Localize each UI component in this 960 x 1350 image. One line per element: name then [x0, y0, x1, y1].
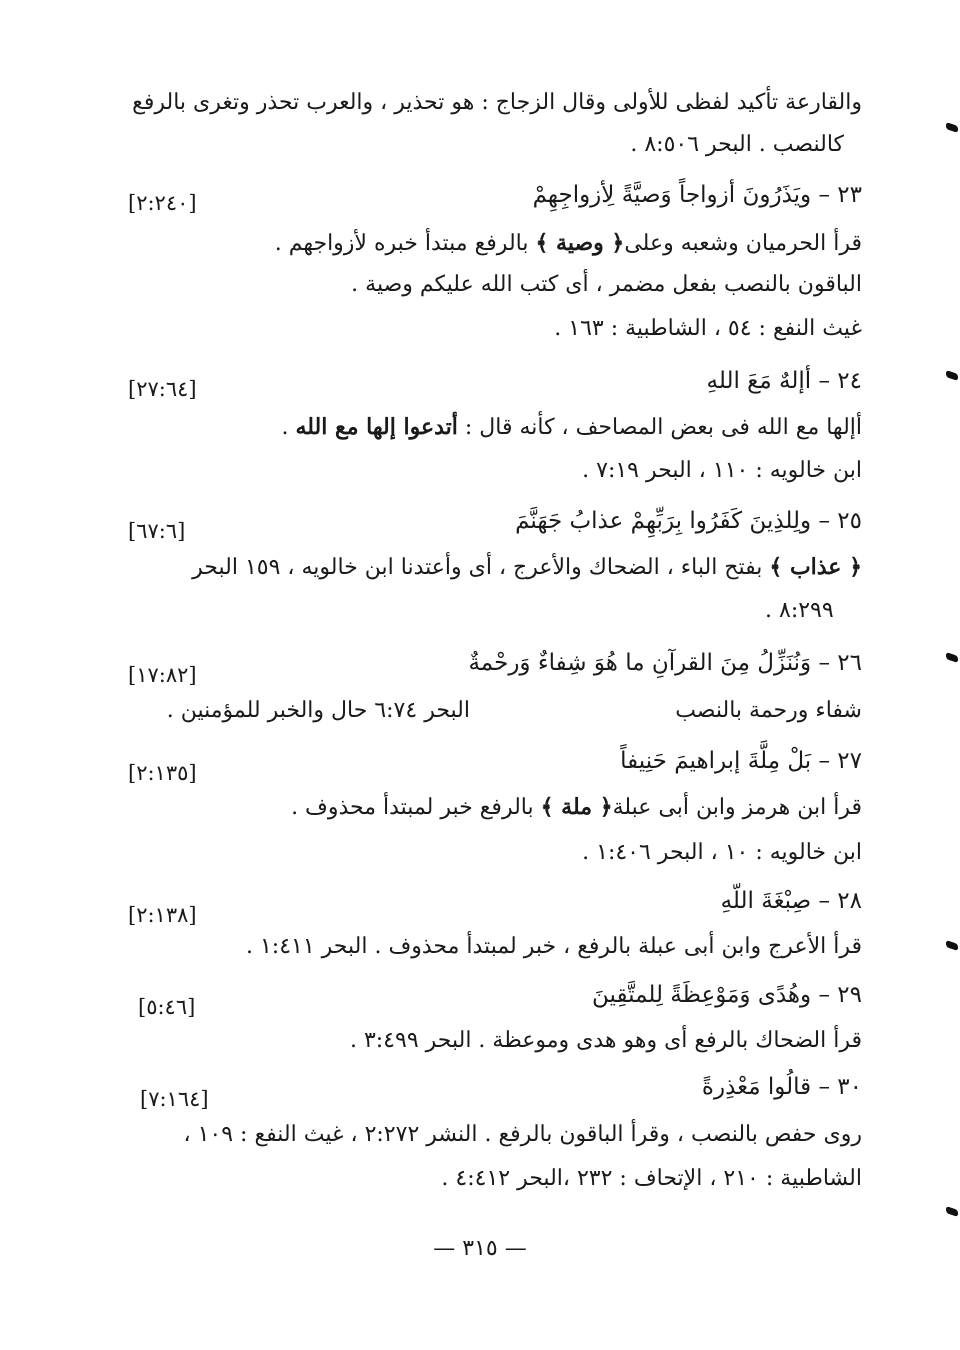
page-number: — ٣١٥ —: [433, 1236, 527, 1261]
entry-24-text-a: أإلها مع الله فى بعض المصاحف ، كأنه قال :: [457, 415, 862, 440]
entry-24-line-2: ابن خالويه : ١١٠ ، البحر ٧:١٩ .: [582, 458, 862, 483]
continuation-line-2: كالنصب . البحر ٨:٥٠٦ .: [630, 132, 844, 157]
entry-30-line-1: روى حفص بالنصب ، وقرأ الباقون بالرفع . النشر ٢:٢٧٢ ، غيث النفع : ١٠٩ ،: [183, 1122, 862, 1147]
continuation-line-1: والقارعة تأكيد لفظى للأولى وقال الزجاج : هو تحذير ، والعرب تحذر وتغرى بالرفع: [132, 90, 862, 115]
entry-29-heading: ٢٩ – وهُدًى وَمَوْعِظَةً لِلمتَّقِينَ: [592, 982, 862, 1008]
entry-30-reference: [٧:١٦٤]: [140, 1087, 209, 1111]
entry-24-keyword: أتدعوا إلها مع الله: [295, 414, 458, 440]
entry-25-line-2: ٨:٢٩٩ .: [765, 598, 834, 623]
entry-27-line-1: [291, 792, 862, 823]
entry-25-line-1: [192, 552, 862, 583]
entry-23-line-1: [275, 228, 862, 259]
entry-24-text-b: .: [281, 415, 296, 440]
entry-26-col-right: شفاء ورحمة بالنصب: [675, 698, 862, 723]
entry-26-col-left: البحر ٦:٧٤ حال والخبر للمؤمنين .: [166, 698, 470, 723]
entry-27-heading: ٢٧ – بَلْ مِلَّةَ إبراهيمَ حَنِيفاً: [620, 748, 862, 774]
scan-mark: [946, 652, 958, 663]
entry-25-keyword: ﴿ عذاب ﴾: [769, 554, 862, 580]
entry-27-keyword: ﴿ ملة ﴾: [540, 794, 613, 820]
entry-28-heading: ٢٨ – صِبْغَةَ اللّهِ: [720, 888, 862, 914]
entry-23-text-a: قرأ الحرميان وشعبه وعلى: [624, 231, 862, 256]
entry-23-line-2: الباقون بالنصب بفعل مضمر ، أى كتب الله عليكم وصية .: [351, 272, 862, 297]
entry-23-line-3: غيث النفع : ٥٤ ، الشاطبية : ١٦٣ .: [554, 316, 862, 341]
entry-24-reference: [٢٧:٦٤]: [128, 377, 197, 401]
entry-26-heading: ٢٦ – وَنُنَزِّلُ مِنَ القرآنِ ما هُوَ شِفاءٌ وَرحْمةٌ: [468, 650, 862, 676]
entry-29-line-1: قرأ الضحاك بالرفع أى وهو هدى وموعظة . البحر ٣:٤٩٩ .: [349, 1028, 862, 1053]
entry-30-line-2: الشاطبية : ٢١٠ ، الإتحاف : ٢٣٢ ،البحر ٤:٤١٢ .: [441, 1166, 862, 1191]
entry-26-reference: [١٧:٨٢]: [128, 663, 197, 687]
scan-mark: [946, 940, 958, 951]
scan-mark: [946, 122, 958, 133]
entry-28-line-1: قرأ الأعرج وابن أبى عبلة بالرفع ، خبر لمبتدأ محذوف . البحر ١:٤١١ .: [245, 934, 862, 959]
entry-29-reference: [٥:٤٦]: [138, 995, 196, 1019]
entry-25-text-b: بفتح الباء ، الضحاك والأعرج ، أى وأعتدنا ابن خالويه ، ١٥٩ البحر: [192, 555, 770, 580]
entry-27-text-a: قرأ ابن هرمز وابن أبى عبلة: [612, 795, 862, 820]
entry-30-heading: ٣٠ – قالُوا مَعْذِرةً: [701, 1074, 862, 1100]
entry-28-reference: [٢:١٣٨]: [128, 903, 197, 927]
entry-23-keyword: ﴿ وصية ﴾: [535, 230, 625, 256]
entry-23-reference: [٢:٢٤٠]: [128, 191, 197, 215]
entry-23-heading: ٢٣ – ويَذَرُونَ أزواجاً وَصيَّةً لِأزواجِهِمْ: [532, 182, 862, 208]
scan-mark: [946, 1206, 958, 1217]
entry-25-heading: ٢٥ – ولِلذِينَ كَفَرُوا بِرَبِّهِمْ عذابُ جَهَنَّمَ: [515, 508, 862, 534]
scan-mark: [946, 370, 958, 381]
entry-23-text-b: بالرفع مبتدأ خبره لأزواجهم .: [274, 231, 536, 256]
entry-24-line-1: [281, 412, 862, 443]
entry-27-text-b: بالرفع خبر لمبتدأ محذوف .: [291, 795, 541, 820]
entry-24-heading: ٢٤ – أإلهٌ مَعَ اللهِ: [706, 368, 862, 394]
entry-27-reference: [٢:١٣٥]: [128, 761, 197, 785]
entry-27-line-2: ابن خالويه : ١٠ ، البحر ١:٤٠٦ .: [582, 840, 862, 865]
entry-25-reference: [٦٧:٦]: [128, 519, 186, 543]
